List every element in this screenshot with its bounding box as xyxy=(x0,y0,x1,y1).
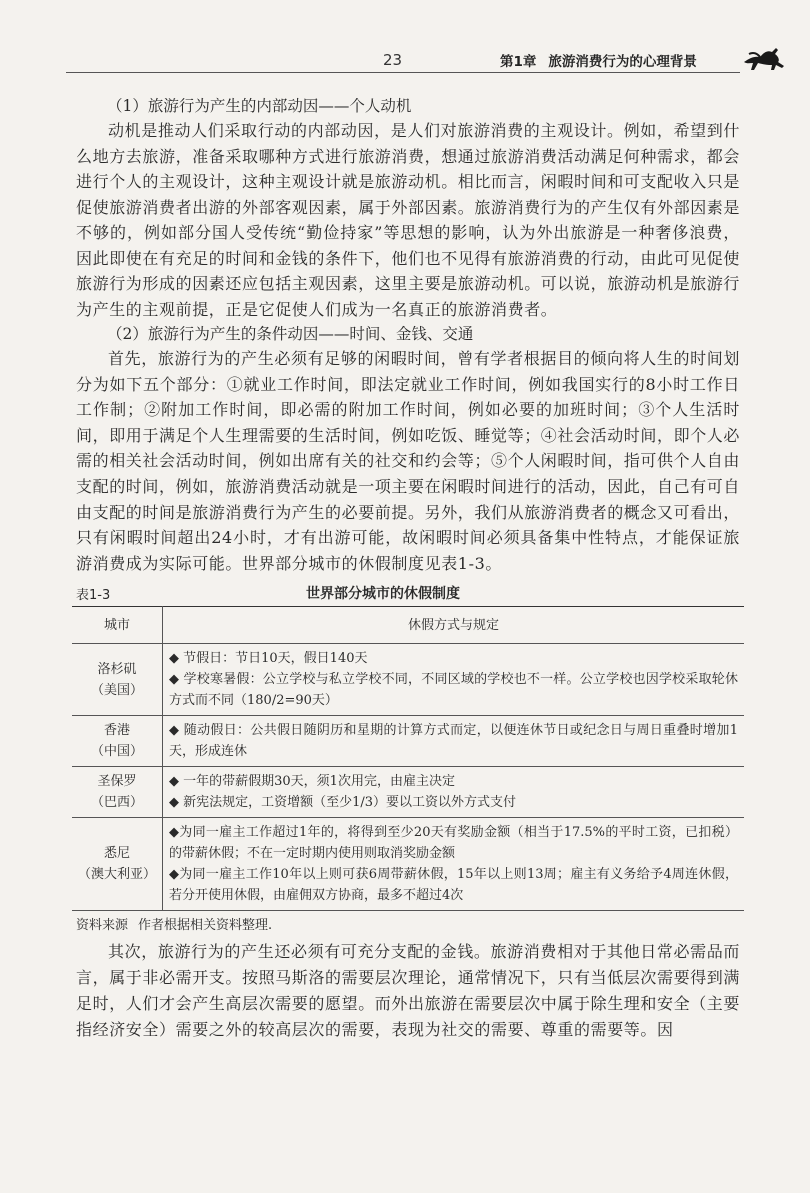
country-name: （澳大利亚） xyxy=(78,867,157,883)
page-number: 23 xyxy=(383,51,403,69)
rules-cell xyxy=(163,716,745,767)
rule-item: ◆为同一雇主工作10年以上则可获6周带薪休假，15年以上则13周；雇主有义务给予4周连休假，若分开使用休假，由雇佣双方协商，最多不超过4次 xyxy=(169,867,738,904)
city-cell xyxy=(72,716,163,767)
paragraph-leisure-time: 首先，旅游行为的产生必须有足够的闲暇时间，曾有学者根据目的倾向将人生的时间划分为如下五个部分：①就业工作时间，即法定就业工作时间，例如我国实行的8小时工作日工作制；②附加工作时间，即必需的附加工作时间，例如必要的加班时间；③个人生活时间，即用于满足个人生理需要的生活时间，例如吃饭、睡觉等；④社会活动时间，即个人必需的相关社会活动时间，例如出席有关的社交和约会等；⑤个人闲暇时间，指可供个人自由支配的时间，例如，旅游消费活动就是一项主要在闲暇时间进行的活动，因此，自己有可自由支配的时间是旅游消费行为产生的必要前提。另外，我们从旅游消费者的概念又可看出，只有闲暇时间超出24小时，才有出游可能，故闲暇时间必须具备集中性特点，才能保证旅游消费成为实际可能。世界部分城市的休假制度见表1-3。 xyxy=(76,349,741,573)
rules-cell xyxy=(163,644,745,716)
rules-cell xyxy=(163,818,745,911)
country-name: （美国） xyxy=(90,682,143,698)
running-header xyxy=(0,0,810,82)
chapter-title xyxy=(500,50,697,70)
table-row xyxy=(72,818,744,911)
city-name: 悉尼 xyxy=(103,846,130,862)
table-row xyxy=(72,767,744,818)
country-name: （中国） xyxy=(90,744,143,760)
city-cell xyxy=(72,818,163,911)
table-title: 世界部分城市的休假制度 xyxy=(306,586,460,603)
country-name: （巴西） xyxy=(90,795,143,811)
paragraph-money: 其次，旅游行为的产生还必须有可充分支配的金钱。旅游消费相对于其他日常必需品而言，属于非必需开支。按照马斯洛的需要层次理论，通常情况下，只有当低层次需要得到满足时，人们才会产生高层次需要的愿望。而外出旅游在需要层次中属于除生理和安全（主要指经济安全）需要之外的较高层次的需要，表现为社交的需要、尊重的需要等。因 xyxy=(76,942,741,1040)
table-row xyxy=(72,716,744,767)
column-header-city: 城市 xyxy=(72,607,163,644)
city-cell xyxy=(72,644,163,716)
table-source-note xyxy=(76,915,740,937)
city-name: 洛杉矶 xyxy=(97,661,137,677)
holiday-table xyxy=(72,606,744,911)
table-header-row xyxy=(72,607,744,644)
city-name: 圣保罗 xyxy=(97,774,137,790)
section-heading-internal-motive: （1）旅游行为产生的内部动因——个人动机 xyxy=(107,97,412,115)
rule-item: ◆ 学校寒暑假：公立学校与私立学校不同，不同区域的学校也不一样。公立学校也因学校采取轮休方式而不同（180/2=90天） xyxy=(169,672,738,709)
rules-cell xyxy=(163,767,745,818)
table-caption xyxy=(76,580,740,606)
rule-item: ◆ 新宪法规定，工资增额（至少1/3）要以工资以外方式支付 xyxy=(169,795,517,811)
page-content xyxy=(76,94,740,1043)
rule-item: ◆ 一年的带薪假期30天，须1次用完，由雇主决定 xyxy=(169,774,455,790)
city-cell xyxy=(72,767,163,818)
rule-item: ◆为同一雇主工作超过1年的，将得到至少20天有奖励金额（相当于17.5%的平时工资，已扣税）的带薪休假；不在一定时期内使用则取消奖励金额 xyxy=(169,825,738,862)
horse-icon xyxy=(740,40,788,76)
source-text: 作者根据相关资料整理. xyxy=(138,918,273,934)
table-row xyxy=(72,644,744,716)
rule-item: ◆ 随动假日：公共假日随阴历和星期的计算方式而定，以便连休节日或纪念日与周日重叠时增加1天，形成连休 xyxy=(169,723,738,760)
chapter-label: 第1章 xyxy=(500,54,537,70)
section-heading-conditions: （2）旅游行为产生的条件动因——时间、金钱、交通 xyxy=(107,325,474,343)
rule-item: ◆ 节假日：节日10天，假日140天 xyxy=(169,651,368,667)
chapter-name: 旅游消费行为的心理背景 xyxy=(548,54,697,70)
table-number: 表1-3 xyxy=(76,588,111,604)
city-name: 香港 xyxy=(103,723,130,739)
source-label: 资料来源 xyxy=(76,918,129,934)
column-header-rules: 休假方式与规定 xyxy=(163,607,745,644)
paragraph-motivation: 动机是推动人们采取行动的内部动因，是人们对旅游消费的主观设计。例如，希望到什么地方去旅游，准备采取哪种方式进行旅游消费，想通过旅游消费活动满足何种需求，都会进行个人的主观设计，这种主观设计就是旅游动机。相比而言，闲暇时间和可支配收入只是促使旅游消费者出游的外部客观因素，属于外部因素。旅游消费行为的产生仅有外部因素是不够的，例如部分国人受传统“勤俭持家”等思想的影响，认为外出旅游是一种奢侈浪费，因此即使在有充足的时间和金钱的条件下，他们也不见得有旅游消费的行动，由此可见促使旅游行为形成的因素还应包括主观因素，这里主要是旅游动机。可以说，旅游动机是旅游行为产生的主观前提，正是它促使人们成为一名真正的旅游消费者。 xyxy=(76,121,741,319)
header-rule xyxy=(66,72,740,73)
